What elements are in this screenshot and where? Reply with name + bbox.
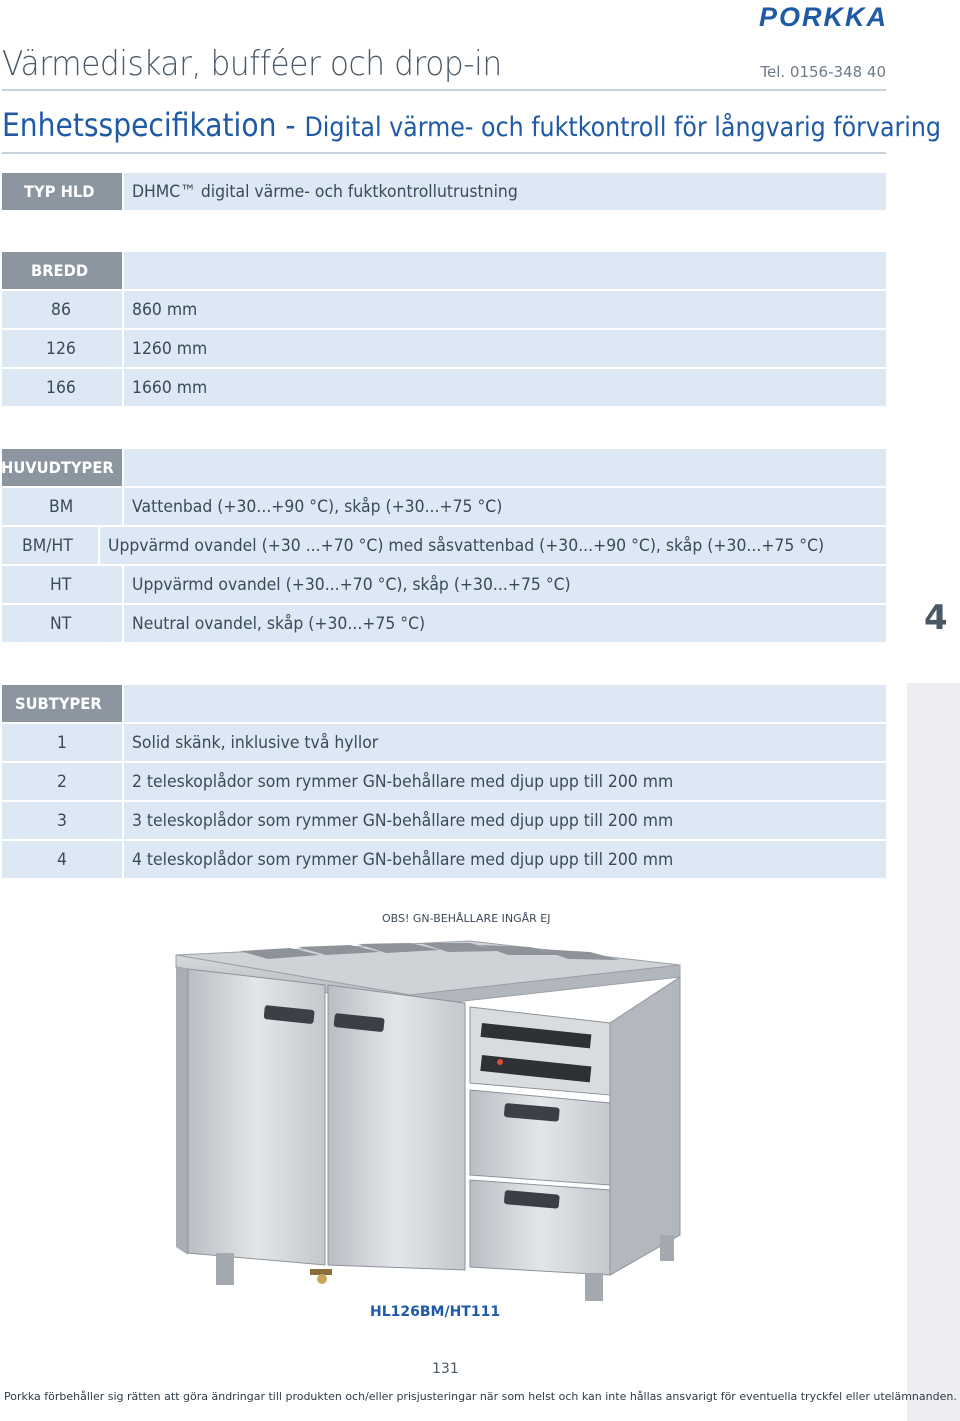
table-row xyxy=(2,488,886,525)
table-row xyxy=(2,369,886,406)
spec-title-sub: Digital värme- och fuktkontroll för långvarig förvaring xyxy=(304,112,942,143)
porkka-logo: PORKKA xyxy=(758,2,888,32)
huvudtyper-header-row xyxy=(2,449,886,486)
table-row xyxy=(2,841,886,878)
huvudtyper-header: HUVUDTYPER xyxy=(2,449,122,486)
spec-title xyxy=(2,106,941,144)
row-code: 86 xyxy=(2,291,122,328)
title-divider xyxy=(2,89,886,91)
type-section xyxy=(2,173,886,212)
table-row xyxy=(2,724,886,761)
side-tab xyxy=(907,683,960,1421)
counter-illustration xyxy=(170,935,710,1305)
row-desc: Solid skänk, inklusive två hyllor xyxy=(124,724,886,761)
bredd-header-fill xyxy=(124,252,886,289)
subtyper-header-row xyxy=(2,685,886,722)
page-title: Värmediskar, bufféer och drop-in xyxy=(2,44,502,84)
row-code: 4 xyxy=(2,841,122,878)
row-code: 126 xyxy=(2,330,122,367)
section-number: 4 xyxy=(924,598,948,638)
subtyper-header: SUBTYPER xyxy=(2,685,122,722)
huvudtyper-header-fill xyxy=(124,449,886,486)
table-row xyxy=(2,566,886,603)
spec-title-main: Enhetsspecifikation - xyxy=(2,106,305,144)
type-label: TYP HLD xyxy=(2,173,122,210)
table-row xyxy=(2,527,886,564)
bredd-header: BREDD xyxy=(2,252,122,289)
type-value: DHMC™ digital värme- och fuktkontrollutrustning xyxy=(124,173,886,210)
bredd-table xyxy=(2,252,886,408)
huvudtyper-table xyxy=(2,449,886,644)
table-row xyxy=(2,605,886,642)
type-row xyxy=(2,173,886,210)
spec-title-divider xyxy=(2,152,886,154)
product-image xyxy=(170,935,710,1305)
row-desc: 1660 mm xyxy=(124,369,886,406)
table-row xyxy=(2,291,886,328)
row-code: HT xyxy=(2,566,122,603)
row-code: 166 xyxy=(2,369,122,406)
page-number: 131 xyxy=(432,1361,459,1377)
row-code: BM xyxy=(2,488,122,525)
table-row xyxy=(2,763,886,800)
table-row xyxy=(2,802,886,839)
row-desc: Uppvärmd ovandel (+30 ...+70 °C) med såsvattenbad (+30...+90 °C), skåp (+30...+75 °C) xyxy=(100,527,886,564)
row-code: 3 xyxy=(2,802,122,839)
row-code: 1 xyxy=(2,724,122,761)
row-desc: Neutral ovandel, skåp (+30...+75 °C) xyxy=(124,605,886,642)
phone-number: Tel. 0156-348 40 xyxy=(760,63,886,81)
bredd-header-row xyxy=(2,252,886,289)
subtyper-header-fill xyxy=(124,685,886,722)
row-desc: Vattenbad (+30...+90 °C), skåp (+30...+75 °C) xyxy=(124,488,886,525)
row-desc: Uppvärmd ovandel (+30...+70 °C), skåp (+30...+75 °C) xyxy=(124,566,886,603)
model-caption: HL126BM/HT111 xyxy=(370,1304,501,1320)
disclaimer: Porkka förbehåller sig rätten att göra ändringar till produkten och/eller prisjusteringar när som helst och kan inte hållas ansvarigt för eventuella tryckfel eller utelämnanden. xyxy=(4,1390,957,1403)
row-desc: 4 teleskoplådor som rymmer GN-behållare med djup upp till 200 mm xyxy=(124,841,886,878)
row-desc: 2 teleskoplådor som rymmer GN-behållare med djup upp till 200 mm xyxy=(124,763,886,800)
row-code: NT xyxy=(2,605,122,642)
subtyper-table xyxy=(2,685,886,880)
row-desc: 1260 mm xyxy=(124,330,886,367)
container-note: OBS! GN-BEHÅLLARE INGÅR EJ xyxy=(382,912,551,925)
row-code: BM/HT xyxy=(2,527,98,564)
row-desc: 860 mm xyxy=(124,291,886,328)
row-desc: 3 teleskoplådor som rymmer GN-behållare med djup upp till 200 mm xyxy=(124,802,886,839)
row-code: 2 xyxy=(2,763,122,800)
table-row xyxy=(2,330,886,367)
